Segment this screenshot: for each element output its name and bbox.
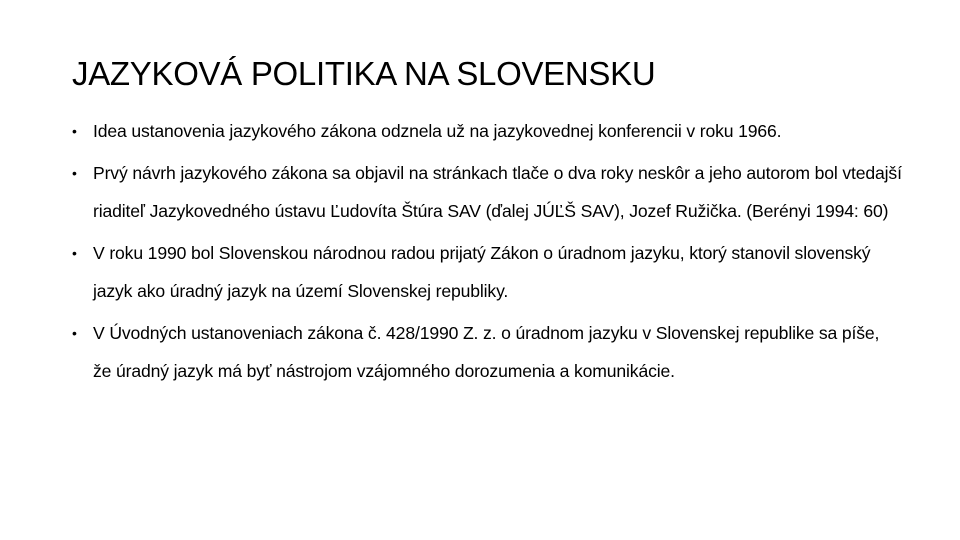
bullet-marker: • [72,324,77,341]
bullet-text: V Úvodných ustanoveniach zákona č. 428/1990 Z. z. o úradnom jazyku v Slovenskej republike sa píše, že úradný jazyk má byť nástrojom vzájomného dorozumenia a komunikácie. [93,322,880,381]
bullet-text: V roku 1990 bol Slovenskou národnou radou prijatý Zákon o úradnom jazyku, ktorý stanovil slovenský jazyk ako úradný jazyk na území Slovenskej republiky. [93,242,871,301]
bullet-list [72,112,902,394]
bullet-item [72,112,902,151]
bullet-item [72,234,902,311]
bullet-item [72,314,902,391]
bullet-marker: • [72,244,77,261]
slide-title: JAZYKOVÁ POLITIKA NA SLOVENSKU [72,55,656,92]
bullet-item [72,154,902,231]
bullet-text: Prvý návrh jazykového zákona sa objavil na stránkach tlače o dva roky neskôr a jeho autorom bol vtedajší riaditeľ Jazykovedného ústavu Ľudovíta Štúra SAV (ďalej JÚĽŠ SAV), Jozef Ružička. (Berényi 1994: 60) [93,162,902,221]
bullet-text: Idea ustanovenia jazykového zákona odznela už na jazykovednej konferencii v roku 1966. [93,121,782,141]
bullet-marker: • [72,164,77,181]
bullet-marker: • [72,123,77,139]
